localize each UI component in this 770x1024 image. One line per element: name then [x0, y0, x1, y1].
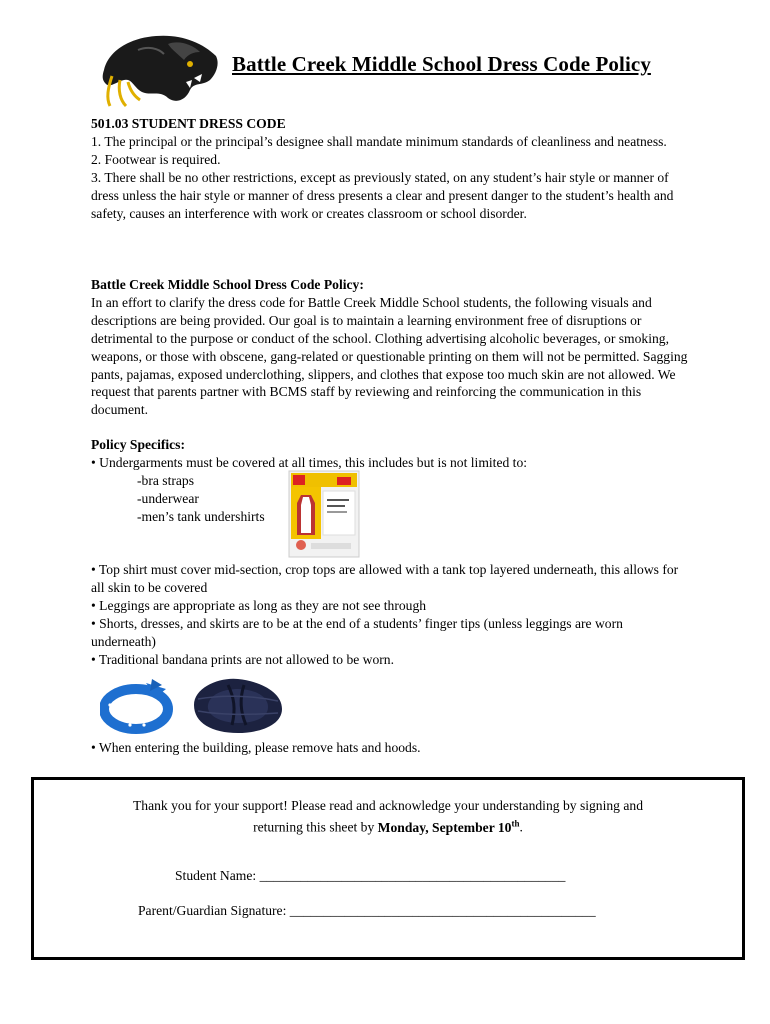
acknowledgement-deadline	[34, 814, 742, 837]
student-name-field[interactable]	[175, 868, 565, 884]
policy-specifics-section	[91, 436, 691, 526]
section-heading: Policy Specifics:	[91, 437, 186, 452]
deadline-prefix: returning this sheet by	[253, 819, 378, 835]
page-title: Battle Creek Middle School Dress Code Policy	[232, 52, 651, 76]
list-item: • Traditional bandana prints are not allowed to be worn.	[91, 651, 395, 667]
list-item: • Shorts, dresses, and skirts are to be at the end of a students’ finger tips (unless leggings are worn underneath)	[91, 615, 623, 649]
list-item: • Undergarments must be covered at all times, this includes but is not limited to:	[91, 454, 528, 470]
list-item: • Leggings are appropriate as long as they are not see through	[91, 597, 427, 613]
policy-bullets-section	[91, 561, 691, 668]
acknowledgement-text: Thank you for your support! Please read and acknowledge your understanding by signing and	[132, 798, 644, 813]
parent-signature-label: Parent/Guardian Signature:	[138, 903, 290, 918]
ordinal-suffix: th	[511, 818, 520, 828]
school-policy-section	[91, 276, 691, 419]
list-item: 3. There shall be no other restrictions, except as previously stated, on any student’s hair style or manner of dress unless the hair style or manner of dress presents a clear and present danger to the student’s health and safety, causes an interference with work or creates classroom or school disorder.	[91, 169, 674, 221]
list-item: • When entering the building, please remove hats and hoods.	[91, 740, 421, 755]
undershirt-package-icon	[287, 469, 361, 559]
student-dress-code-section	[91, 115, 691, 222]
sub-list-item: -men’s tank undershirts	[137, 508, 265, 524]
deadline-date: Monday, September 10th	[377, 818, 520, 835]
panther-mascot-icon	[98, 30, 222, 110]
deadline-suffix: .	[519, 819, 523, 835]
student-name-blank[interactable]: _____________________________________________	[259, 868, 566, 883]
sub-list-item: -bra straps	[137, 472, 194, 488]
navy-headband-icon	[194, 679, 282, 733]
list-item: 2. Footwear is required.	[91, 151, 221, 167]
list-item: • Top shirt must cover mid-section, crop tops are allowed with a tank top layered underneath, this allows for all skin to be covered	[91, 562, 679, 595]
section-heading: Battle Creek Middle School Dress Code Policy:	[91, 277, 364, 292]
acknowledgement-box	[31, 777, 745, 960]
hats-section	[91, 739, 691, 757]
sub-list-item: -underwear	[137, 490, 199, 506]
student-name-label: Student Name:	[175, 868, 260, 883]
parent-signature-field[interactable]	[138, 903, 596, 919]
bandana-images	[100, 675, 285, 737]
paragraph: In an effort to clarify the dress code for Battle Creek Middle School students, the following visuals and descriptions are being provided. Our goal is to maintain a learning environment free of disruptions or detrimental to the purpose or conduct of the school. Clothing advertising alcoholic beverages, or smoking, weapons, or those with obscene, gang-related or questionable printing on them will not be permitted. Sagging pants, pajamas, exposed underclothing, slippers, and clothes that expose too much skin are not allowed. We request that parents partner with BCMS staff by reviewing and reinforcing the communication in this document.	[91, 294, 688, 418]
parent-signature-blank[interactable]: _____________________________________________	[289, 903, 596, 918]
list-item: 1. The principal or the principal’s designee shall mandate minimum standards of cleanliness and neatness.	[91, 133, 667, 149]
blue-bandana-icon	[104, 679, 168, 729]
section-heading: 501.03 STUDENT DRESS CODE	[91, 116, 286, 131]
